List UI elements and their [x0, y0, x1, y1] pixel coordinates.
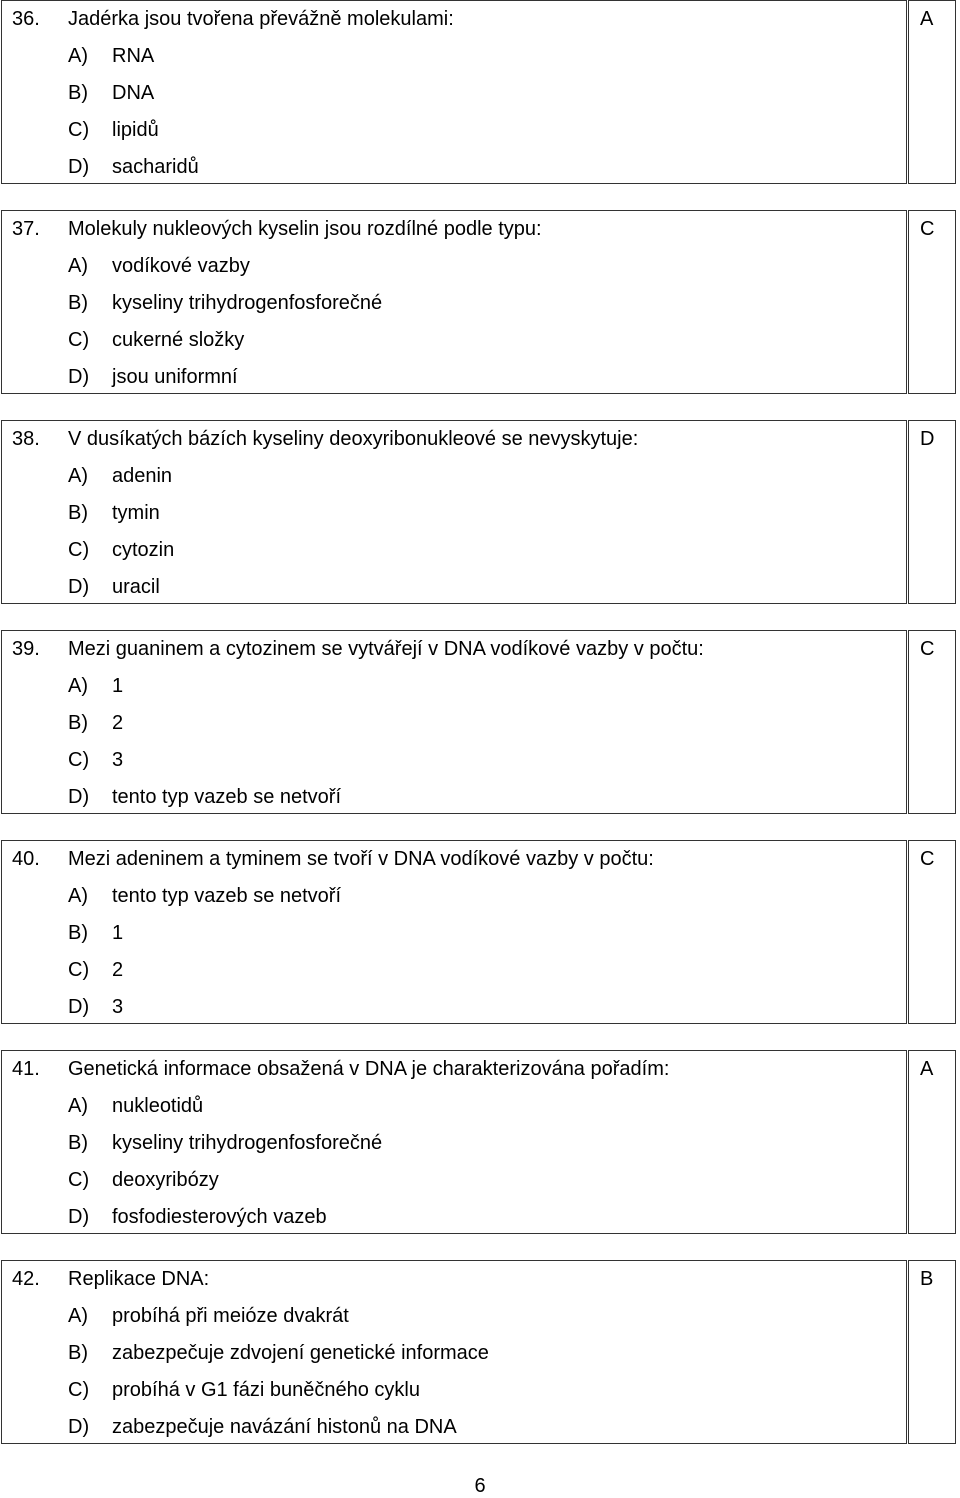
- question-row: [1, 1260, 956, 1444]
- answer-key: A: [920, 8, 934, 30]
- option-label: A): [68, 1305, 88, 1327]
- question-text: Genetická informace obsažená v DNA je charakterizována pořadím:: [68, 1058, 670, 1080]
- question-row: [1, 630, 956, 814]
- question-cell: [1, 210, 907, 394]
- question-number: 40.: [12, 848, 40, 870]
- answer-cell: [908, 210, 956, 394]
- question-text: Molekuly nukleových kyselin jsou rozdílné podle typu:: [68, 218, 542, 240]
- question-text: Mezi adeninem a tyminem se tvoří v DNA vodíkové vazby v počtu:: [68, 848, 654, 870]
- option-text: 3: [112, 749, 124, 771]
- option-label: B): [68, 922, 88, 944]
- option-label: A): [68, 1095, 88, 1117]
- option-label: C): [68, 329, 90, 351]
- option-label: B): [68, 1342, 88, 1364]
- option-text: 3: [112, 996, 124, 1018]
- answer-cell: [908, 420, 956, 604]
- question-number: 37.: [12, 218, 40, 240]
- answer-key: D: [920, 428, 935, 450]
- question-row: [1, 420, 956, 604]
- question-row: [1, 840, 956, 1024]
- option-label: C): [68, 119, 90, 141]
- option-label: C): [68, 1169, 90, 1191]
- option-text: probíhá při meióze dvakrát: [112, 1305, 349, 1327]
- option-label: A): [68, 885, 88, 907]
- question-number: 42.: [12, 1268, 40, 1290]
- option-text: zabezpečuje navázání histonů na DNA: [112, 1416, 457, 1438]
- option-text: fosfodiesterových vazeb: [112, 1206, 327, 1228]
- option-label: C): [68, 539, 90, 561]
- answer-cell: [908, 840, 956, 1024]
- option-label: C): [68, 1379, 90, 1401]
- answer-cell: [908, 1260, 956, 1444]
- option-text: lipidů: [112, 119, 159, 141]
- option-text: 1: [112, 675, 124, 697]
- option-text: adenin: [112, 465, 173, 487]
- option-label: D): [68, 1416, 90, 1438]
- option-text: 2: [112, 712, 124, 734]
- option-label: B): [68, 502, 88, 524]
- option-label: A): [68, 255, 88, 277]
- option-text: cytozin: [112, 539, 175, 561]
- option-label: D): [68, 576, 90, 598]
- answer-cell: [908, 630, 956, 814]
- option-label: D): [68, 996, 90, 1018]
- answer-key: C: [920, 848, 935, 870]
- question-text: Mezi guaninem a cytozinem se vytvářejí v DNA vodíkové vazby v počtu:: [68, 638, 704, 660]
- answer-key: A: [920, 1058, 934, 1080]
- option-label: B): [68, 292, 88, 314]
- option-label: A): [68, 465, 88, 487]
- option-label: B): [68, 1132, 88, 1154]
- option-text: DNA: [112, 82, 155, 104]
- option-text: nukleotidů: [112, 1095, 204, 1117]
- option-label: B): [68, 712, 88, 734]
- answer-cell: [908, 0, 956, 184]
- option-label: D): [68, 156, 90, 178]
- option-text: deoxyribózy: [112, 1169, 219, 1191]
- option-text: uracil: [112, 576, 160, 598]
- answer-key: C: [920, 218, 935, 240]
- question-cell: [1, 420, 907, 604]
- answer-key: C: [920, 638, 935, 660]
- question-cell: [1, 840, 907, 1024]
- page-number: 6: [474, 1475, 486, 1497]
- question-row: [1, 1050, 956, 1234]
- option-label: C): [68, 959, 90, 981]
- question-text: Replikace DNA:: [68, 1268, 210, 1290]
- option-text: sacharidů: [112, 156, 199, 178]
- option-label: B): [68, 82, 88, 104]
- option-text: kyseliny trihydrogenfosforečné: [112, 1132, 383, 1154]
- question-number: 39.: [12, 638, 40, 660]
- option-text: 1: [112, 922, 124, 944]
- option-text: zabezpečuje zdvojení genetické informace: [112, 1342, 489, 1364]
- option-label: D): [68, 366, 90, 388]
- option-label: A): [68, 45, 88, 67]
- option-label: D): [68, 786, 90, 808]
- answer-cell: [908, 1050, 956, 1234]
- option-label: D): [68, 1206, 90, 1228]
- question-row: [1, 0, 956, 184]
- question-cell: [1, 1260, 907, 1444]
- option-text: tento typ vazeb se netvoří: [112, 885, 342, 907]
- question-text: V dusíkatých bázích kyseliny deoxyribonukleové se nevyskytuje:: [68, 428, 639, 450]
- question-text: Jadérka jsou tvořena převážně molekulami:: [68, 8, 454, 30]
- option-label: A): [68, 675, 88, 697]
- question-number: 41.: [12, 1058, 40, 1080]
- question-row: [1, 210, 956, 394]
- option-text: 2: [112, 959, 124, 981]
- option-text: tento typ vazeb se netvoří: [112, 786, 342, 808]
- option-text: tymin: [112, 502, 160, 524]
- question-cell: [1, 630, 907, 814]
- option-text: vodíkové vazby: [112, 255, 250, 277]
- question-cell: [1, 0, 907, 184]
- question-cell: [1, 1050, 907, 1234]
- option-text: probíhá v G1 fázi buněčného cyklu: [112, 1379, 420, 1401]
- option-label: C): [68, 749, 90, 771]
- question-number: 36.: [12, 8, 40, 30]
- option-text: kyseliny trihydrogenfosforečné: [112, 292, 383, 314]
- option-text: cukerné složky: [112, 329, 245, 351]
- question-number: 38.: [12, 428, 40, 450]
- option-text: RNA: [112, 45, 155, 67]
- option-text: jsou uniformní: [112, 366, 238, 388]
- answer-key: B: [920, 1268, 934, 1290]
